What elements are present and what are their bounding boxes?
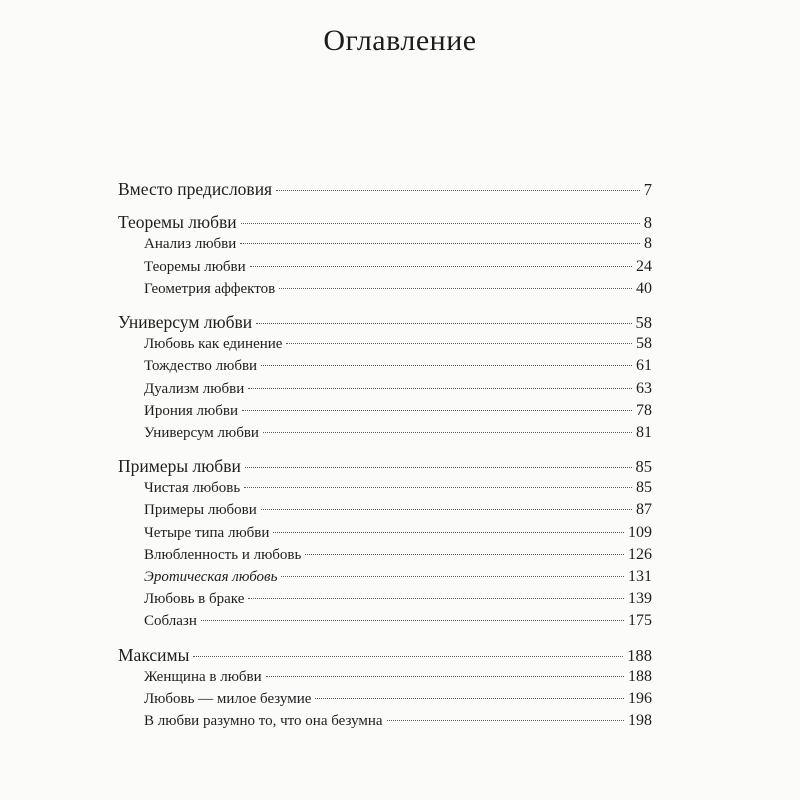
toc-page-number: 81 bbox=[636, 423, 652, 441]
toc-entry-title: Любовь как единение bbox=[144, 336, 283, 353]
toc-entry-title: Теоремы любви bbox=[144, 258, 246, 275]
toc-page-number: 198 bbox=[628, 712, 652, 730]
toc-entry-title: Максимы bbox=[118, 644, 190, 665]
toc-entry-title: Вместо предисловия bbox=[118, 179, 273, 199]
dot-leader bbox=[286, 343, 632, 344]
toc-entry-title: Любовь в браке bbox=[144, 591, 245, 608]
dot-leader bbox=[242, 410, 632, 411]
toc-page-number: 8 bbox=[643, 213, 652, 233]
toc-page-number: 126 bbox=[628, 545, 652, 563]
toc-chapter[interactable] bbox=[118, 311, 652, 333]
toc-page-number: 196 bbox=[628, 689, 652, 707]
dot-leader bbox=[273, 532, 624, 533]
toc-page-number: 61 bbox=[636, 357, 652, 375]
toc-chapter[interactable] bbox=[118, 455, 652, 477]
toc-entry-title: Соблазн bbox=[144, 613, 197, 630]
dot-leader bbox=[248, 388, 632, 389]
toc-group bbox=[118, 178, 652, 200]
toc-section[interactable] bbox=[118, 422, 652, 444]
toc-section[interactable] bbox=[118, 610, 652, 632]
dot-leader bbox=[281, 576, 624, 577]
toc-entry-title: Анализ любви bbox=[144, 236, 237, 253]
dot-leader bbox=[261, 365, 632, 366]
toc-page-number: 85 bbox=[636, 479, 652, 497]
dot-leader bbox=[279, 288, 632, 289]
toc-group bbox=[118, 311, 652, 444]
toc-section[interactable] bbox=[118, 688, 652, 710]
dot-leader bbox=[276, 190, 640, 191]
dot-leader bbox=[250, 266, 632, 267]
toc-page-number: 85 bbox=[635, 457, 652, 477]
toc-section[interactable] bbox=[118, 355, 652, 377]
toc-entry-title: Примеры любви bbox=[118, 456, 241, 477]
toc-section[interactable] bbox=[118, 378, 652, 400]
toc-section[interactable] bbox=[118, 566, 652, 588]
toc-section[interactable] bbox=[118, 666, 652, 688]
toc-entry-title: Дуализм любви bbox=[144, 380, 245, 397]
toc-section[interactable] bbox=[118, 400, 652, 422]
toc-group bbox=[118, 211, 652, 300]
toc-page-number: 175 bbox=[628, 612, 652, 630]
dot-leader bbox=[305, 554, 624, 555]
toc-page-number: 58 bbox=[635, 312, 652, 332]
toc-entry-title: Примеры любови bbox=[144, 502, 257, 519]
toc-entry-title: Универсум любви bbox=[118, 311, 253, 332]
toc-entry-title: Теоремы любви bbox=[118, 212, 237, 233]
toc-page-number: 40 bbox=[636, 279, 652, 297]
toc-page-number: 8 bbox=[644, 235, 652, 253]
toc-section[interactable] bbox=[118, 499, 652, 521]
toc-chapter[interactable] bbox=[118, 211, 652, 233]
toc-section[interactable] bbox=[118, 477, 652, 499]
toc-page-number: 7 bbox=[643, 180, 652, 199]
toc-section[interactable] bbox=[118, 278, 652, 300]
dot-leader bbox=[201, 620, 624, 621]
dot-leader bbox=[263, 432, 632, 433]
toc-section[interactable] bbox=[118, 710, 652, 732]
page-title: Оглавление bbox=[323, 24, 477, 57]
toc-group bbox=[118, 455, 652, 633]
toc-section[interactable] bbox=[118, 233, 652, 255]
toc-section[interactable] bbox=[118, 588, 652, 610]
toc-entry-title: Ирония любви bbox=[144, 402, 238, 419]
dot-leader bbox=[261, 509, 632, 510]
dot-leader bbox=[245, 467, 632, 468]
dot-leader bbox=[193, 656, 623, 657]
toc-entry-title: Любовь — милое безумие bbox=[144, 690, 312, 707]
dot-leader bbox=[266, 676, 624, 677]
toc-entry-title: В любви разумно то, что она безумна bbox=[144, 713, 383, 730]
toc-page-number: 109 bbox=[628, 523, 652, 541]
toc-chapter[interactable] bbox=[118, 178, 652, 200]
toc-entry-title: Универсум любви bbox=[144, 424, 259, 441]
toc-entry-title: Четыре типа любви bbox=[144, 524, 270, 541]
toc-entry-title: Эротическая любовь bbox=[144, 569, 278, 585]
dot-leader bbox=[240, 243, 640, 244]
toc-page-number: 63 bbox=[636, 379, 652, 397]
dot-leader bbox=[387, 720, 624, 721]
table-of-contents bbox=[118, 178, 652, 732]
toc-page-number: 24 bbox=[636, 257, 652, 275]
toc-page-number: 139 bbox=[628, 590, 652, 608]
toc-chapter[interactable] bbox=[118, 644, 652, 666]
dot-leader bbox=[315, 698, 624, 699]
toc-entry-title: Геометрия аффектов bbox=[144, 280, 276, 297]
dot-leader bbox=[248, 598, 624, 599]
toc-entry-title: Влюбленность и любовь bbox=[144, 546, 302, 563]
dot-leader bbox=[241, 223, 640, 224]
toc-section[interactable] bbox=[118, 333, 652, 355]
toc-page-number: 87 bbox=[636, 501, 652, 519]
dot-leader bbox=[256, 323, 631, 324]
toc-section[interactable] bbox=[118, 544, 652, 566]
toc-group bbox=[118, 644, 652, 733]
toc-page-number: 78 bbox=[636, 401, 652, 419]
toc-page-number: 188 bbox=[628, 667, 652, 685]
toc-page-number: 58 bbox=[636, 335, 652, 353]
toc-page-number: 188 bbox=[627, 645, 652, 665]
toc-section[interactable] bbox=[118, 256, 652, 278]
toc-page-number: 131 bbox=[628, 568, 652, 585]
toc-entry-title: Тождество любви bbox=[144, 358, 258, 375]
dot-leader bbox=[244, 487, 632, 488]
toc-section[interactable] bbox=[118, 522, 652, 544]
toc-entry-title: Женщина в любви bbox=[144, 668, 262, 685]
toc-entry-title: Чистая любовь bbox=[144, 480, 241, 497]
